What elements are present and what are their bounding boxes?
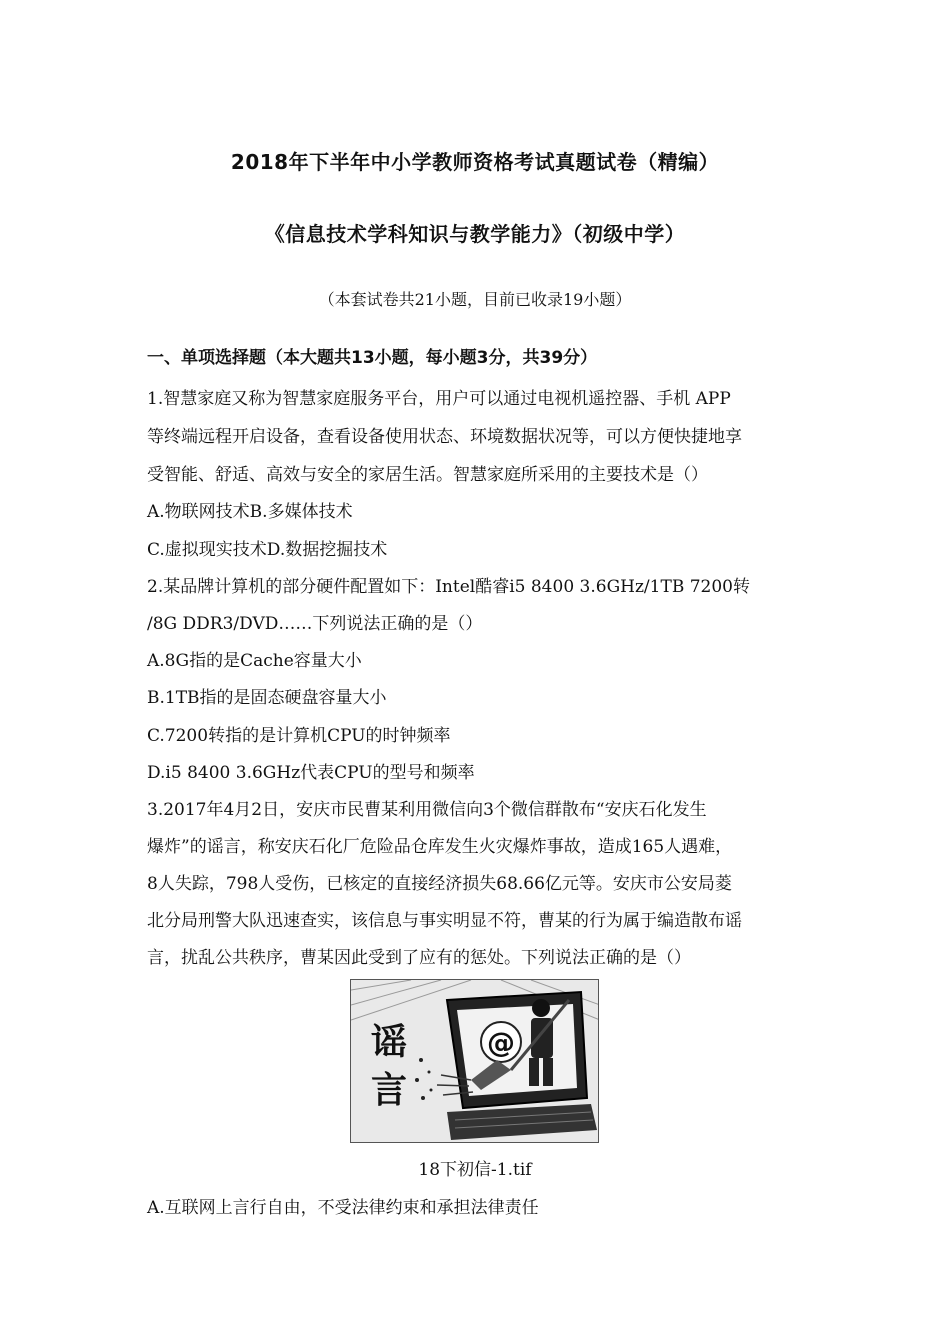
rumor-illustration xyxy=(350,979,599,1143)
question-line: 言，扰乱公共秩序，曹某因此受到了应有的惩处。下列说法正确的是（） xyxy=(147,948,691,968)
option-line: D.i5 8400 3.6GHz代表CPU的型号和频率 xyxy=(147,763,475,783)
rumor-cartoon-svg xyxy=(351,980,599,1143)
question-line: 北分局刑警大队迅速查实，该信息与事实明显不符，曹某的行为属于编造散布谣 xyxy=(147,911,742,931)
figure-caption: 18下初信-1.tif xyxy=(418,1160,532,1180)
rumor-glyph-1: 谣 xyxy=(370,1022,408,1063)
question-line: 等终端远程开启设备，查看设备使用状态、环境数据状况等，可以方便快捷地享 xyxy=(147,427,742,447)
option-line: C.7200转指的是计算机CPU的时钟频率 xyxy=(147,726,451,746)
question-line: 爆炸”的谣言，称安庆石化厂危险品仓库发生火灾爆炸事故，造成165人遇难， xyxy=(147,837,733,857)
at-symbol: @ xyxy=(487,1026,515,1059)
option-line: A.8G指的是Cache容量大小 xyxy=(147,651,362,671)
question-line: 受智能、舒适、高效与安全的家居生活。智慧家庭所采用的主要技术是（） xyxy=(147,465,708,485)
exam-title: 2018年下半年中小学教师资格考试真题试卷（精编） xyxy=(230,150,720,174)
exam-note: （本套试卷共21小题，目前已收录19小题） xyxy=(318,290,632,309)
exam-subtitle: 《信息技术学科知识与教学能力》（初级中学） xyxy=(264,222,686,246)
question-line: 3.2017年4月2日，安庆市民曹某利用微信向3个微信群散布“安庆石化发生 xyxy=(147,800,707,820)
option-line: C.虚拟现实技术D.数据挖掘技术 xyxy=(147,540,388,560)
section-heading: 一、单项选择题（本大题共13小题，每小题3分，共39分） xyxy=(147,348,598,368)
rumor-glyph-2: 言 xyxy=(370,1070,408,1111)
option-line: B.1TB指的是固态硬盘容量大小 xyxy=(147,688,387,708)
option-line: A.互联网上言行自由，不受法律约束和承担法律责任 xyxy=(147,1198,539,1218)
question-line: 2.某品牌计算机的部分硬件配置如下：Intel酷睿i5 8400 3.6GHz/1TB 7200转 xyxy=(147,577,750,597)
option-line: A.物联网技术B.多媒体技术 xyxy=(147,502,353,522)
question-line: 8人失踪，798人受伤，已核定的直接经济损失68.66亿元等。安庆市公安局菱 xyxy=(147,874,732,894)
question-line: /8G DDR3/DVD……下列说法正确的是（） xyxy=(147,614,483,634)
question-line: 1.智慧家庭又称为智慧家庭服务平台，用户可以通过电视机遥控器、手机 APP xyxy=(147,389,731,409)
